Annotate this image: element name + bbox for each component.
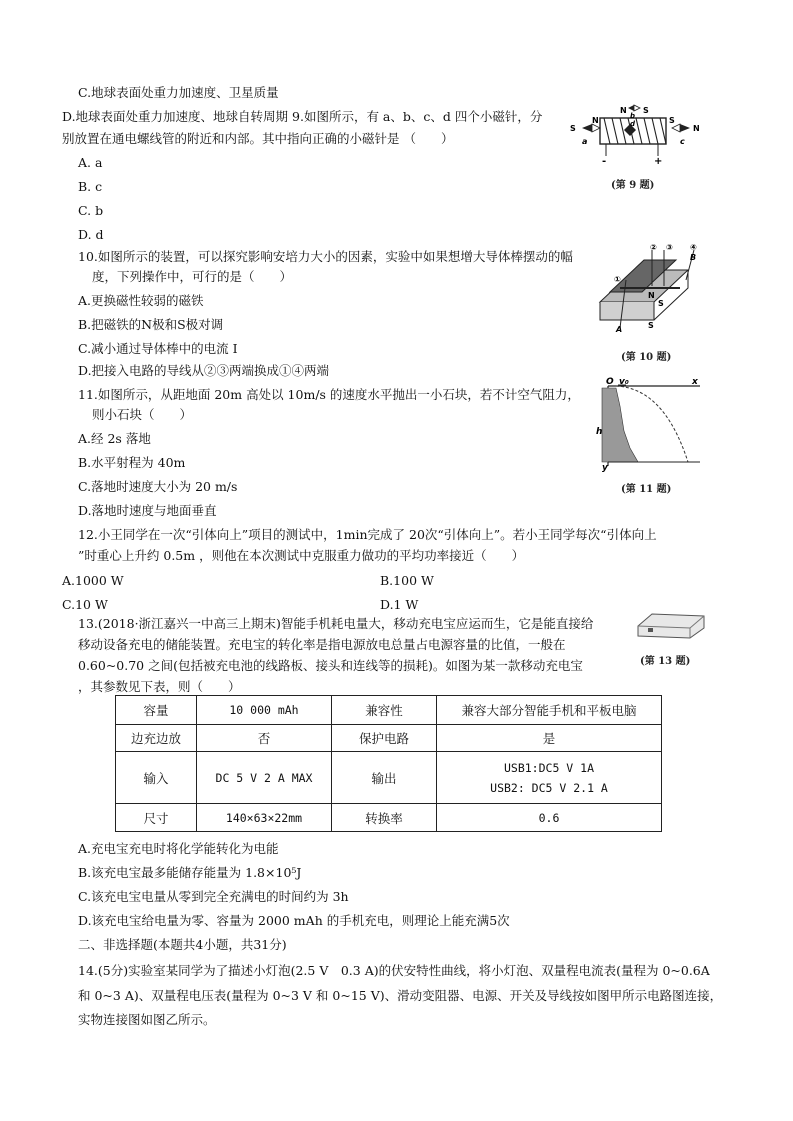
fig9-label-a: a bbox=[582, 137, 588, 146]
fig10-label-N: N bbox=[648, 291, 655, 300]
fig9-label-S3: S bbox=[669, 116, 675, 125]
table-cell: DC 5 V 2 A MAX bbox=[197, 752, 332, 804]
q11-option-b: B.水平射程为 40m bbox=[78, 455, 186, 470]
table-cell: 0.6 bbox=[437, 804, 662, 832]
fig11-label-y: y bbox=[602, 463, 608, 472]
fig9-label-N1: N bbox=[592, 116, 599, 125]
q12-option-a: A.1000 W bbox=[62, 573, 124, 588]
table-cell: 容量 bbox=[116, 696, 197, 725]
q10-stem-line1: 10.如图所示的装置，可以探究影响安培力大小的因素，实验中如果想增大导体棒摆动的幅 bbox=[78, 249, 573, 264]
q10-option-a: A.更换磁性较弱的磁铁 bbox=[78, 293, 204, 308]
q11-option-d: D.落地时速度与地面垂直 bbox=[78, 503, 217, 518]
q11-stem-line1: 11.如图所示，从距地面 20m 高处以 10m/s 的速度水平抛出一小石块，若不计空气阻力， bbox=[78, 387, 580, 402]
fig9-label-N2: N bbox=[620, 106, 627, 115]
ampere-force-apparatus-figure bbox=[590, 240, 710, 336]
table-cell: 输出 bbox=[332, 752, 437, 804]
table-cell: 边充边放 bbox=[116, 725, 197, 752]
q11-option-c: C.落地时速度大小为 20 m/s bbox=[78, 479, 238, 494]
table-cell: 兼容大部分智能手机和平板电脑 bbox=[437, 696, 662, 725]
q14-line1: 14.(5分)实验室某同学为了描述小灯泡(2.5 V 0.3 A)的伏安特性曲线，将小灯泡、双量程电流表(量程为 0~0.6A bbox=[78, 963, 710, 978]
q13-option-b: B.该充电宝最多能储存能量为 1.8×10⁵J bbox=[78, 865, 302, 880]
fig9-label-N3: N bbox=[693, 124, 700, 133]
power-bank-figure bbox=[634, 608, 708, 642]
table-cell: 保护电路 bbox=[332, 725, 437, 752]
q8-option-c: C.地球表面处重力加速度、卫星质量 bbox=[78, 85, 279, 100]
power-bank-spec-table bbox=[115, 695, 662, 832]
fig9-caption: (第 9 题) bbox=[611, 180, 655, 191]
q14-line3: 实物连接图如图乙所示。 bbox=[78, 1012, 216, 1027]
solenoid-figure bbox=[566, 104, 706, 166]
table-row bbox=[116, 804, 662, 832]
table-cell: 尺寸 bbox=[116, 804, 197, 832]
q12-option-b: B.100 W bbox=[380, 573, 434, 588]
q9-stem-line2: 别放置在通电螺线管的附近和内部。其中指向正确的小磁针是 （ ） bbox=[62, 131, 454, 146]
table-row bbox=[116, 725, 662, 752]
q11-stem-line2: 则小石块（ ） bbox=[92, 407, 193, 422]
q13-option-a: A.充电宝充电时将化学能转化为电能 bbox=[78, 841, 279, 856]
q13-stem-line2: 移动设备充电的储能装置。充电宝的转化率是指电源放电总量占电源容量的比值，一般在 bbox=[78, 637, 566, 652]
fig9-label-c: c bbox=[680, 137, 685, 146]
section-heading: 二、非选择题(本题共4小题，共31分) bbox=[78, 937, 287, 952]
fig11-label-O: O bbox=[606, 377, 614, 387]
fig11-label-v0: v₀ bbox=[619, 377, 629, 387]
fig11-label-x: x bbox=[692, 377, 698, 387]
fig11-caption: (第 11 题) bbox=[621, 484, 672, 495]
q13-option-d: D.该充电宝给电量为零、容量为 2000 mAh 的手机充电，则理论上能充满5次 bbox=[78, 913, 510, 928]
table-cell: 输入 bbox=[116, 752, 197, 804]
q12-stem-line1: 12.小王同学在一次“引体向上”项目的测试中，1min完成了 20次“引体向上”。若小王同学每次“引体向上 bbox=[78, 527, 657, 542]
q12-option-d: D.1 W bbox=[380, 597, 419, 612]
table-cell: 10 000 mAh bbox=[197, 696, 332, 725]
q9-option-b: B. c bbox=[78, 179, 103, 194]
fig10-label-2: ② bbox=[650, 243, 657, 252]
q13-stem-line1: 13.(2018·浙江嘉兴一中高三上期末)智能手机耗电量大，移动充电宝应运而生，它是能直接给 bbox=[78, 616, 594, 631]
table-row bbox=[116, 752, 662, 804]
table-cell: 兼容性 bbox=[332, 696, 437, 725]
q9-option-d: D. d bbox=[78, 227, 104, 242]
fig11-label-h: h bbox=[596, 427, 603, 437]
q10-option-c: C.减小通过导体棒中的电流 I bbox=[78, 341, 238, 356]
fig9-label-plus: + bbox=[654, 156, 663, 166]
fig9-label-d: d bbox=[630, 120, 636, 128]
q13-stem-line3: 0.60~0.70 之间(包括被充电池的线路板、接头和连线等的损耗)。如图为某一款移动充电宝 bbox=[78, 658, 583, 673]
fig10-label-S2: S bbox=[648, 321, 654, 330]
q9-option-c: C. b bbox=[78, 203, 104, 218]
q10-option-d: D.把接入电路的导线从②③两端换成①④两端 bbox=[78, 363, 330, 378]
projectile-figure bbox=[594, 376, 704, 472]
fig10-label-4: ④ bbox=[690, 243, 697, 252]
table-row bbox=[116, 696, 662, 725]
q8-option-d-q9-stem: D.地球表面处重力加速度、地球自转周期 9.如图所示，有 a、b、c、d 四个小磁针，分 bbox=[62, 109, 543, 124]
fig9-label-b: b bbox=[630, 112, 636, 120]
q12-stem-line2: ”时重心上升约 0.5m ，则他在本次测试中克服重力做功的平均功率接近（ ） bbox=[78, 548, 525, 563]
fig10-label-A: A bbox=[616, 325, 623, 334]
q13-option-c: C.该充电宝电量从零到完全充满电的时间约为 3h bbox=[78, 889, 349, 904]
fig10-label-S: S bbox=[658, 299, 664, 308]
fig10-label-3: ③ bbox=[666, 243, 673, 252]
fig9-label-S2: S bbox=[643, 106, 649, 115]
output-usb1: USB1:DC5 V 1A bbox=[503, 760, 594, 775]
fig13-caption: (第 13 题) bbox=[640, 656, 691, 667]
fig10-label-B: B bbox=[690, 253, 697, 262]
fig9-label-minus: - bbox=[602, 156, 607, 166]
q12-option-c: C.10 W bbox=[62, 597, 108, 612]
q11-option-a: A.经 2s 落地 bbox=[78, 431, 151, 446]
fig9-label-S1: S bbox=[570, 124, 576, 133]
table-cell: 否 bbox=[197, 725, 332, 752]
q10-stem-line2: 度，下列操作中，可行的是（ ） bbox=[92, 269, 293, 284]
q9-option-a: A. a bbox=[78, 155, 103, 170]
table-cell: 是 bbox=[437, 725, 662, 752]
table-cell bbox=[437, 752, 662, 804]
fig10-caption: (第 10 题) bbox=[621, 352, 672, 363]
q10-option-b: B.把磁铁的N极和S极对调 bbox=[78, 317, 224, 332]
table-cell: 转换率 bbox=[332, 804, 437, 832]
q13-stem-line4: ，其参数见下表，则（ ） bbox=[78, 679, 241, 694]
output-usb2: USB2: DC5 V 2.1 A bbox=[490, 780, 608, 795]
q14-line2: 和 0~3 A)、双量程电压表(量程为 0~3 V 和 0~15 V)、滑动变阻器、电源、开关及导线按如图甲所示电路图连接， bbox=[78, 988, 723, 1003]
fig10-label-1: ① bbox=[614, 275, 621, 284]
table-cell: 140×63×22mm bbox=[197, 804, 332, 832]
